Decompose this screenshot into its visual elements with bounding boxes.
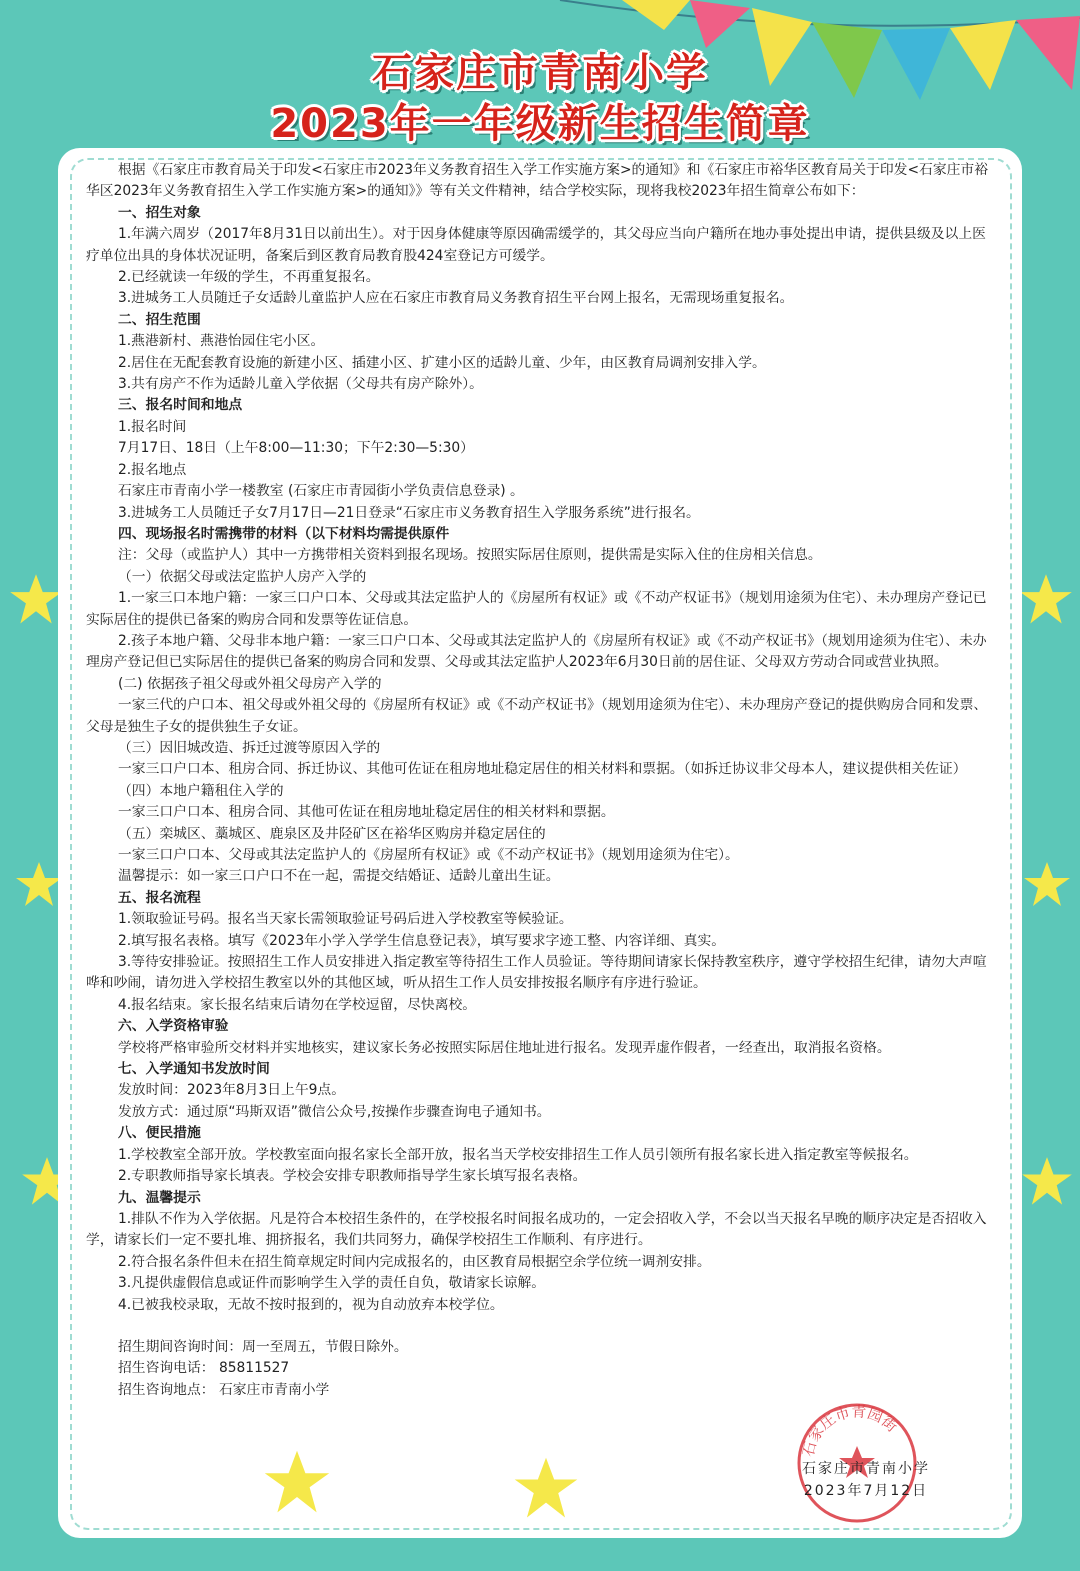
paragraph: 3.进城务工人员随迁子女适龄儿童监护人应在石家庄市教育局义务教育招生平台网上报名，无需现场重复报名。 <box>118 290 794 307</box>
flag-pink-1 <box>690 0 750 48</box>
section-heading: 二、招生范围 <box>118 311 201 328</box>
notice-content <box>86 160 998 1401</box>
section-heading: 一、招生对象 <box>118 204 201 221</box>
star-icon <box>512 1455 580 1523</box>
paragraph: 2.符合报名条件但未在招生简章规定时间内完成报名的，由区教育局根据空余学位统一调剂安排。 <box>118 1253 711 1270</box>
paragraph: 石家庄市青南小学一楼教室 (石家庄市青园街小学负责信息登录) 。 <box>118 483 524 500</box>
paragraph: 4.已被我校录取，无故不按时报到的，视为自动放弃本校学位。 <box>118 1296 504 1313</box>
paragraph: 1.领取验证号码。报名当天家长需领取验证号码后进入学校教室等候验证。 <box>118 911 573 928</box>
paragraph: 2.填写报名表格。填写《2023年小学入学学生信息登记表》，填写要求字迹工整、内容详细、真实。 <box>118 932 726 949</box>
subsection-heading: (二) 依据孩子祖父母或外祖父母房产入学的 <box>118 675 382 692</box>
paragraph: 注：父母（或监护人）其中一方携带相关资料到报名现场。按照实际居住原则，提供需是实际入住的住房相关信息。 <box>118 547 822 564</box>
title-block <box>0 48 1080 150</box>
title-school: 石家庄市青南小学 <box>372 50 708 96</box>
section-heading: 八、便民措施 <box>118 1125 201 1142</box>
star-icon <box>8 572 64 628</box>
star-icon <box>1018 572 1074 628</box>
star-icon <box>14 860 64 910</box>
section-heading: 九、温馨提示 <box>118 1189 201 1206</box>
paragraph: 2.孩子本地户籍、父母非本地户籍：一家三口户口本、父母或其法定监护人的《房屋所有权证》或《不动产权证书》（规划用途须为住宅）、未办理房产登记但已实际居住的提供已备案的购房合同和发票、父母或其法定监护人2023年6月30日前的居住证、父母双方劳动合同或营业执照。 <box>86 632 987 671</box>
paragraph: 2.专职教师指导家长填表。学校会安排专职教师指导学生家长填写报名表格。 <box>118 1168 587 1185</box>
paragraph: 3.进城务工人员随迁子女7月17日—21日登录“石家庄市义务教育招生入学服务系统”进行报名。 <box>118 504 700 521</box>
paragraph: 7月17日、18日（上午8:00—11:30；下午2:30—5:30） <box>118 440 474 457</box>
paragraph: 发放时间：2023年8月3日上午9点。 <box>118 1082 346 1099</box>
section-heading: 四、现场报名时需携带的材料（以下材料均需提供原件 <box>118 525 450 542</box>
subsection-heading: （一）依据父母或法定监护人房产入学的 <box>118 568 367 585</box>
contact-place: 招生咨询地点： 石家庄市青南小学 <box>118 1381 330 1398</box>
title-main: 2023年一年级新生招生简章 <box>270 101 810 147</box>
paragraph: 学校将严格审验所交材料并实地核实，建议家长务必按照实际居住地址进行报名。发现弄虚作假者，一经查出，取消报名资格。 <box>118 1039 891 1056</box>
section-heading: 五、报名流程 <box>118 889 201 906</box>
paragraph: 1.燕港新村、燕港怡园住宅小区。 <box>118 333 325 350</box>
signature-school: 石家庄市青南小学 <box>802 1461 930 1477</box>
paragraph: 发放方式：通过原“玛斯双语”微信公众号,按操作步骤查询电子通知书。 <box>118 1103 551 1120</box>
star-icon <box>262 1448 332 1518</box>
paragraph: 1.排队不作为入学依据。凡是符合本校招生条件的，在学校报名时间报名成功的，一定会招收入学，不会以当天报名早晚的顺序决定是否招收入学，请家长们一定不要扎堆、拥挤报名，我们共同努力，确保学校招生工作顺利、有序进行。 <box>86 1210 987 1249</box>
paragraph: 1.学校教室全部开放。学校教室面向报名家长全部开放，报名当天学校安排招生工作人员引领所有报名家长进入指定教室等候报名。 <box>118 1146 918 1163</box>
paragraph: 1.报名时间 <box>118 418 187 435</box>
section-heading: 六、入学资格审验 <box>118 1018 229 1035</box>
paragraph: 一家三口户口本、租房合同、其他可佐证在租房地址稳定居住的相关材料和票据。 <box>118 804 615 821</box>
stamp-text: 石家庄市青园街 <box>798 1402 902 1459</box>
intro-text: 根据《石家庄市教育局关于印发<石家庄市2023年义务教育招生入学工作实施方案>的通知》和《石家庄市裕华区教育局关于印发<石家庄市裕华区2023年义务教育招生入学工作实施方案>的通知》》等有关文件精神，结合学校实际，现将我校2023年招生简章公布如下： <box>86 162 989 200</box>
paragraph: 1.一家三口本地户籍：一家三口户口本、父母或其法定监护人的《房屋所有权证》或《不动产权证书》（规划用途须为住宅）、未办理房产登记已实际居住的提供已备案的购房合同和发票等佐证信息。 <box>86 590 987 628</box>
paragraph: 1.年满六周岁（2017年8月31日以前出生）。对于因身体健康等原因确需缓学的，其父母应当向户籍所在地办事处提出申请，提供县级及以上医疗单位出具的身体状况证明，备案后到区教育局教育股424室登记方可缓学。 <box>86 226 986 264</box>
star-icon <box>1022 860 1072 910</box>
subsection-heading: （三）因旧城改造、拆迁过渡等原因入学的 <box>118 739 381 756</box>
contact-time: 招生期间咨询时间：周一至周五，节假日除外。 <box>118 1338 408 1355</box>
paragraph: 一家三代的户口本、祖父母或外祖父母的《房屋所有权证》或《不动产权证书》（规划用途须为住宅）、未办理房产登记的提供购房合同和发票、父母是独生子女的提供独生子女证。 <box>86 697 988 735</box>
star-icon <box>1020 1155 1074 1209</box>
paragraph: 温馨提示：如一家三口户口不在一起，需提交结婚证、适龄儿童出生证。 <box>118 868 560 885</box>
section-heading: 七、入学通知书发放时间 <box>118 1061 270 1078</box>
paragraph: 3.等待安排验证。按照招生工作人员安排进入指定教室等待招生工作人员验证。等待期间请家长保持教室秩序，遵守学校招生纪律，请勿大声喧哗和吵闹，请勿进入学校招生教室以外的其他区域，听从招生工作人员安排按报名顺序有序进行验证。 <box>86 954 987 992</box>
paragraph: 一家三口户口本、租房合同、拆迁协议、其他可佐证在租房地址稳定居住的相关材料和票据。（如拆迁协议非父母本人，建议提供相关佐证） <box>118 761 967 778</box>
paragraph: 3.共有房产不作为适龄儿童入学依据（父母共有房产除外）。 <box>118 376 483 393</box>
subsection-heading: （四）本地户籍租住入学的 <box>118 782 284 799</box>
paragraph: 3.凡提供虚假信息或证件而影响学生入学的责任自负，敬请家长谅解。 <box>118 1275 546 1292</box>
subsection-heading: （五）栾城区、藁城区、鹿泉区及井陉矿区在裕华区购房并稳定居住的 <box>118 825 546 842</box>
signature-date: 2023年7月12日 <box>803 1483 929 1499</box>
signature-block <box>802 1458 930 1502</box>
paragraph: 2.居住在无配套教育设施的新建小区、插建小区、扩建小区的适龄儿童、少年，由区教育局调剂安排入学。 <box>118 354 766 371</box>
paragraph: 一家三口户口本、父母或其法定监护人的《房屋所有权证》或《不动产权证书》（规划用途须为住宅）。 <box>118 847 739 863</box>
contact-phone: 招生咨询电话： 85811527 <box>118 1360 290 1377</box>
spacer <box>86 1316 998 1337</box>
paragraph: 4.报名结束。家长报名结束后请勿在学校逗留，尽快离校。 <box>118 996 477 1013</box>
paragraph: 2.已经就读一年级的学生，不再重复报名。 <box>118 269 380 286</box>
section-heading: 三、报名时间和地点 <box>118 397 243 414</box>
svg-text:石家庄市青园街 <box>799 1402 901 1458</box>
paragraph: 2.报名地点 <box>118 461 187 478</box>
